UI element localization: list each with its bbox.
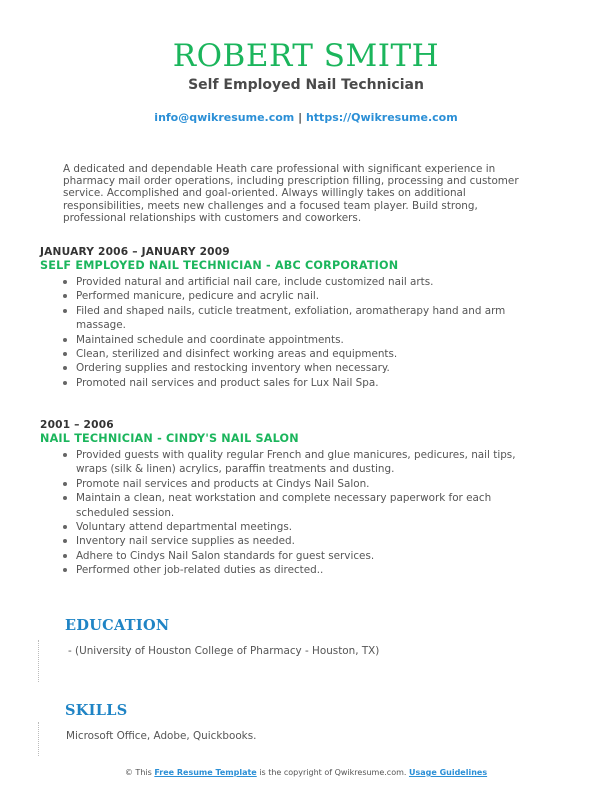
skills-heading: SKILLS bbox=[65, 702, 128, 719]
list-item: Performed manicure, pedicure and acrylic nail. bbox=[62, 289, 524, 303]
job-title: NAIL TECHNICIAN - CINDY'S NAIL SALON bbox=[40, 432, 299, 445]
job-dates: JANUARY 2006 – JANUARY 2009 bbox=[40, 246, 230, 258]
section-divider bbox=[38, 722, 39, 756]
education-entry: - (University of Houston College of Pharmacy - Houston, TX) bbox=[68, 645, 380, 657]
list-item: Inventory nail service supplies as needed. bbox=[62, 534, 524, 548]
contact-separator: | bbox=[294, 111, 306, 124]
candidate-role: Self Employed Nail Technician bbox=[188, 77, 424, 93]
education-heading: EDUCATION bbox=[65, 617, 170, 634]
list-item: Maintain a clean, neat workstation and complete necessary paperwork for each scheduled session. bbox=[62, 491, 524, 520]
footer-prefix: © This bbox=[124, 768, 155, 777]
list-item: Performed other job-related duties as directed.. bbox=[62, 563, 524, 577]
free-resume-template-link[interactable]: Free Resume Template bbox=[154, 768, 257, 777]
list-item: Maintained schedule and coordinate appointments. bbox=[62, 333, 524, 347]
email-link[interactable]: info@qwikresume.com bbox=[154, 111, 295, 124]
footer-middle: is the copyright of Qwikresume.com. bbox=[256, 768, 409, 777]
website-link[interactable]: https://Qwikresume.com bbox=[305, 111, 458, 124]
section-divider bbox=[38, 640, 39, 682]
list-item: Provided guests with quality regular French and glue manicures, pedicures, nail tips, wraps (silk & linen) acrylics, paraffin treatments and dusting. bbox=[62, 448, 524, 477]
job-dates: 2001 – 2006 bbox=[40, 419, 114, 431]
job-title: SELF EMPLOYED NAIL TECHNICIAN - ABC CORPORATION bbox=[40, 259, 399, 272]
list-item: Promote nail services and products at Cindys Nail Salon. bbox=[62, 477, 524, 491]
list-item: Promoted nail services and product sales for Lux Nail Spa. bbox=[62, 376, 524, 390]
candidate-name: ROBERT SMITH bbox=[172, 38, 440, 74]
contact-line bbox=[0, 111, 612, 124]
list-item: Ordering supplies and restocking inventory when necessary. bbox=[62, 361, 524, 375]
list-item: Adhere to Cindys Nail Salon standards for guest services. bbox=[62, 549, 524, 563]
usage-guidelines-link[interactable]: Usage Guidelines bbox=[408, 768, 488, 777]
job-bullets bbox=[62, 275, 524, 390]
list-item: Provided natural and artificial nail care, include customized nail arts. bbox=[62, 275, 524, 289]
list-item: Clean, sterilized and disinfect working areas and equipments. bbox=[62, 347, 524, 361]
copyright-footer bbox=[0, 768, 612, 777]
list-item: Filed and shaped nails, cuticle treatment, exfoliation, aromatherapy hand and arm massage. bbox=[62, 304, 524, 333]
summary-paragraph: A dedicated and dependable Heath care professional with significant experience in pharmacy mail order operations, including prescription filling, processing and customer service. Accomplished and goal-oriented. Always willingly takes on additional responsibilities, meets new challenges and a focused team player. Build strong, professional relationships with customers and coworkers. bbox=[63, 163, 519, 224]
list-item: Voluntary attend departmental meetings. bbox=[62, 520, 524, 534]
job-bullets bbox=[62, 448, 524, 578]
skills-text: Microsoft Office, Adobe, Quickbooks. bbox=[66, 730, 257, 742]
